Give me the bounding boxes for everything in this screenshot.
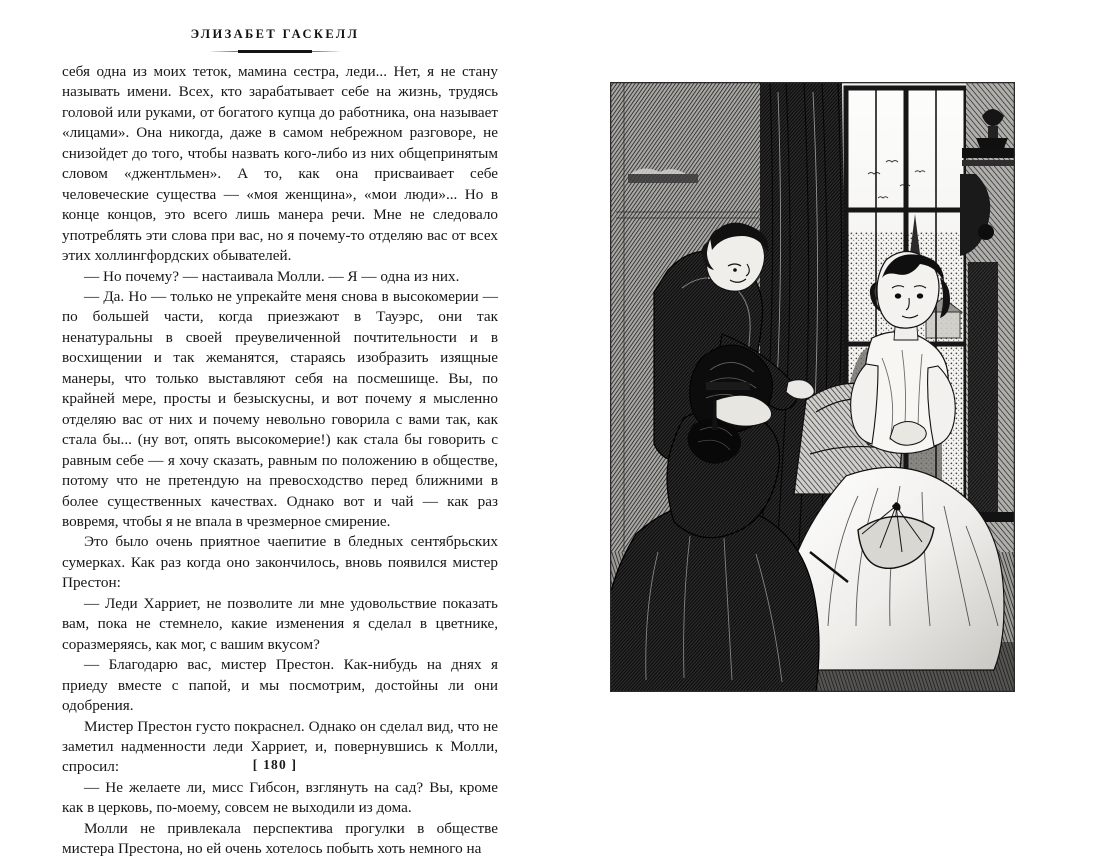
ornament-thick-line bbox=[238, 50, 312, 53]
paragraph: себя одна из моих теток, мамина сестра, леди... Нет, я не стану называть имени. Всех, кто зарабатывает себе на жизнь, трудясь головой или руками, от богатого купца до работника, она называет «лицами». Она никогда, даже в самом небрежном разговоре, не снизойдет до того, чтобы назвать кого-либо из них общепринятым словом «джентльмен». А то, как она присваивает себе человеческие существа — «моя женщина», «мои люди»... Но в конце концов, это всего лишь манера речи. Мне не следовало употреблять эти слова при вас, но я почему-то отделяю вас от всех этих холлингфордских обывателей. bbox=[62, 63, 498, 265]
paragraph: — Но почему? — настаивала Молли. — Я — одна из них. bbox=[84, 267, 460, 285]
paragraph: — Не желаете ли, мисс Гибсон, взглянуть на сад? Вы, кроме как в церковь, по-моему, совсем не выходили из дома. bbox=[62, 778, 498, 817]
illustration-plate bbox=[610, 82, 1015, 692]
left-text-page bbox=[0, 0, 550, 858]
page-number: [ 180 ] bbox=[252, 757, 298, 772]
running-head bbox=[0, 27, 550, 53]
paragraph: — Благодарю вас, мистер Престон. Как-нибудь на днях я приеду вместе с папой, и мы посмотрим, достойны ли они одобрения. bbox=[62, 656, 498, 715]
engraving-artwork bbox=[610, 82, 1015, 692]
header-ornament-rule bbox=[210, 49, 340, 53]
paragraph: — Леди Харриет, не позволите ли мне удовольствие показать вам, пока не стемнело, какие изменения я сделал в цветнике, соразмеряясь, как мог, с вашим вкусом? bbox=[62, 594, 498, 653]
right-illustration-page bbox=[550, 0, 1100, 825]
paragraph: — Да. Но — только не упрекайте меня снова в высокомерии — по большей части, когда приезжают в Тауэрс, они так ненатуральны в своей преувеличенной почтительности и в восхищении и так жеманятся, стараясь изобразить изящные манеры, что только выставляют себя на посмешище. Вы, по крайней мере, просты и безыскусны, и вот почему я мысленно отделяю вас от них и почему невольно говорила с вами так, как стала бы... (ну вот, опять высокомерие!) как стала бы говорить с равным себе — я хочу сказать, равным по положению в обществе, потому что не претендую на превосходство перед ближними в более существенных качествах. Однако вот и чай — как раз вовремя, чтобы я не впала в чрезмерное смирение. bbox=[62, 287, 498, 530]
running-head-author: ЭЛИЗАБЕТ ГАСКЕЛЛ bbox=[190, 27, 360, 41]
paragraph: Это было очень приятное чаепитие в бледных сентябрьских сумерках. Как раз когда оно закончилось, вновь появился мистер Престон: bbox=[62, 533, 498, 592]
body-text-block bbox=[62, 62, 498, 860]
paragraph: Молли не привлекала перспектива прогулки в обществе мистера Престона, но ей очень хотелось побыть хоть немного на bbox=[62, 819, 498, 858]
paragraph: Мистер Престон густо покраснел. Однако он сделал вид, что не заметил надменности леди Харриет, и, повернувшись к Молли, спросил: bbox=[62, 717, 498, 776]
